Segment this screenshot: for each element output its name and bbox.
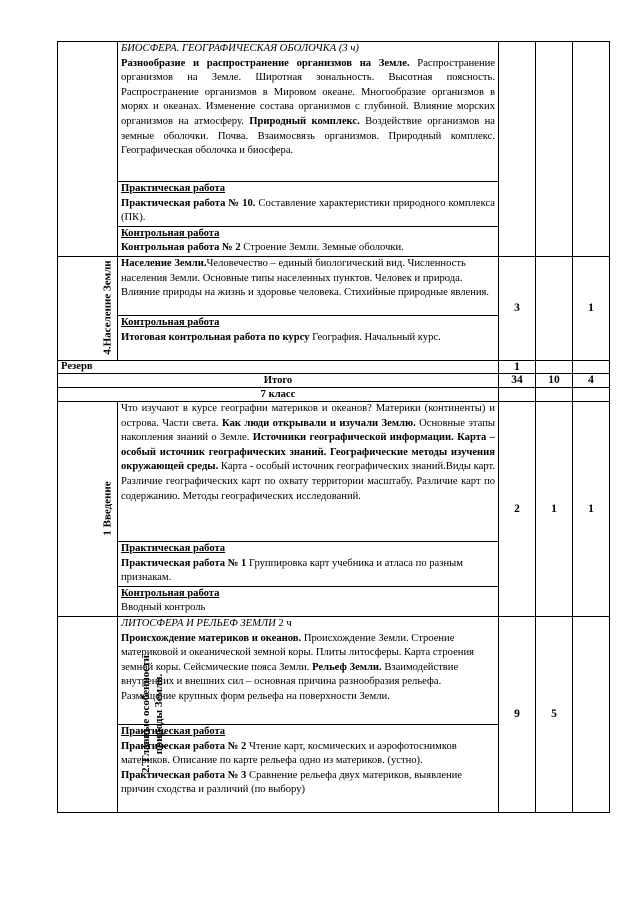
- topic-lead: Разнообразие и распространение организмов на Земле.: [121, 57, 410, 69]
- topic-lead: Население Земли.: [121, 257, 207, 269]
- practical-header: Практическая работа: [121, 725, 226, 737]
- section-label-cell: [58, 256, 118, 360]
- topic-body: Происхождение Земли. Строение материковой и океанической земной коры. Плиты литосферы. Карта строения земной коры. Сейсмические пояса Земли.: [121, 632, 474, 673]
- practical-work-cell: [118, 541, 499, 586]
- practical-count-cell: [536, 256, 573, 360]
- section-label-cell: [58, 42, 118, 257]
- topic-lead: Происхождение материков и океанов.: [121, 632, 302, 644]
- empty-cell: [536, 360, 573, 373]
- total-practical: 10: [536, 373, 573, 387]
- control-header: Контрольная работа: [121, 316, 220, 328]
- control-work-cell: [118, 586, 499, 616]
- control-count-cell: [573, 42, 610, 257]
- section-label-cell: [58, 401, 118, 616]
- section-label: 4.Население Земли: [101, 260, 114, 355]
- empty-cell: [573, 360, 610, 373]
- topic-cell: [118, 42, 499, 182]
- practical-count-cell: [536, 42, 573, 257]
- section-label-cell: [58, 616, 165, 812]
- reserve-hours: 1: [499, 360, 536, 373]
- hours-cell: 2: [499, 401, 536, 616]
- control-work-cell: [118, 226, 499, 256]
- total-hours: 34: [499, 373, 536, 387]
- topic-bold-2: Источники географической информации. Карта – особый источник географических знаний. Географические методы изучения окружающей среды.: [121, 432, 495, 473]
- practical-text: Группировка карт учебника и атласа по разным признакам.: [121, 557, 463, 584]
- section-title: ЛИТОСФЕРА И РЕЛЬЕФ ЗЕМЛИ: [121, 617, 276, 629]
- practical-header: Практическая работа: [121, 542, 226, 554]
- curriculum-table: [57, 41, 610, 813]
- control-count-cell: [573, 616, 610, 812]
- empty-cell: [536, 387, 573, 401]
- section-title-hours: 2 ч: [278, 617, 292, 629]
- control-header: Контрольная работа: [121, 587, 220, 599]
- practical-title: Практическая работа № 1: [121, 557, 247, 569]
- control-title: Контрольная работа № 2: [121, 242, 241, 254]
- section-label-line-2: природы Земли.: [153, 673, 165, 754]
- section-label: 1 Введение: [101, 481, 114, 536]
- grade-title: 7 класс: [58, 387, 499, 401]
- empty-cell: [573, 387, 610, 401]
- table-row: [58, 42, 610, 182]
- hours-cell: 3: [499, 256, 536, 360]
- topic-body-2: Взаимодействие внутренних и внешних сил – основная причина разнообразия рельефа. Размещение крупных форм рельефа на поверхности Земли.: [121, 661, 459, 702]
- topic-text-2: Основные этапы накопления знаний о Земле.: [121, 417, 495, 444]
- control-header: Контрольная работа: [121, 227, 220, 239]
- topic-body-2: Воздействие организмов на земные оболочки. Почва. Взаимосвязь организмов. Природный комплекс. Географическая оболочка и биосфера.: [121, 115, 495, 157]
- practical-header: Практическая работа: [121, 183, 226, 194]
- empty-cell: [499, 387, 536, 401]
- section-title: БИОСФЕРА. ГЕОГРАФИЧЕСКАЯ ОБОЛОЧКА (3 ч): [121, 43, 359, 54]
- table-row: [58, 256, 610, 315]
- table-row: [58, 616, 610, 724]
- table-row: [58, 373, 610, 387]
- total-control: 4: [573, 373, 610, 387]
- topic-cell: [118, 401, 499, 541]
- table-row: [58, 387, 610, 401]
- practical-text: Составление характеристики природного комплекса (ПК).: [121, 197, 495, 224]
- control-count-cell: 1: [573, 401, 610, 616]
- practical-title-2: Практическая работа № 2: [121, 740, 247, 752]
- table-row: [58, 360, 610, 373]
- topic-body: Распространение организмов на Земле. Широтная зональность. Высотная поясность. Распространение организмов в Мировом океане. Многообразие организмов в морях и океанах. Изменение состава организмов с глубиной. Влияние морских организмов на атмосферу.: [121, 57, 495, 127]
- table-row: [58, 401, 610, 541]
- control-text: Вводный контроль: [121, 602, 206, 614]
- control-work-cell: [118, 315, 499, 360]
- practical-work-cell: [118, 182, 499, 227]
- topic-text-1: Что изучают в курсе географии материков и океанов? Материки (континенты) и острова. Части света.: [121, 402, 495, 429]
- control-text: География. Начальный курс.: [312, 331, 441, 343]
- control-title: Итоговая контрольная работа по курсу: [121, 331, 310, 343]
- reserve-label: Резерв: [58, 360, 499, 373]
- topic-cell: [118, 616, 499, 724]
- practical-text-2: Чтение карт, космических и аэрофотоснимков материков. Описание по карте рельефа одно из материков. (устно).: [121, 740, 457, 767]
- topic-text-3: Карта - особый источник географических знаний.Виды карт. Различие географических карт по охвату территории масштабу. Различие карт по содержанию. Методы географических исследований.: [121, 461, 495, 502]
- topic-term: Рельеф Земли.: [312, 661, 382, 673]
- hours-cell: [499, 42, 536, 257]
- practical-count-cell: 1: [536, 401, 573, 616]
- practical-title-3: Практическая работа № 3: [121, 769, 247, 781]
- topic-bold-1: Как люди открывали и изучали Землю.: [222, 417, 416, 429]
- control-count-cell: 1: [573, 256, 610, 360]
- control-text: Строение Земли. Земные оболочки.: [243, 242, 404, 254]
- practical-title: Практическая работа № 10.: [121, 197, 256, 209]
- topic-cell: [118, 256, 499, 315]
- practical-work-cell: [118, 724, 499, 812]
- total-label: Итого: [58, 373, 499, 387]
- topic-body: Человечество – единый биологический вид. Численность населения Земли. Основные типы населенных пунктов. Человек и природа. Влияние природы на жизнь и здоровье человека. Стихийные природные явления.: [121, 257, 490, 299]
- section-label-line-1: 2. Главные особенности: [140, 654, 152, 773]
- practical-text-3: Сравнение рельефа двух материков, выявление причин сходства и различий (по выбору): [121, 769, 463, 796]
- practical-count-cell: 5: [536, 616, 573, 812]
- hours-cell: 9: [499, 616, 536, 812]
- section-label: [140, 619, 166, 809]
- topic-term: Природный комплекс.: [249, 115, 360, 127]
